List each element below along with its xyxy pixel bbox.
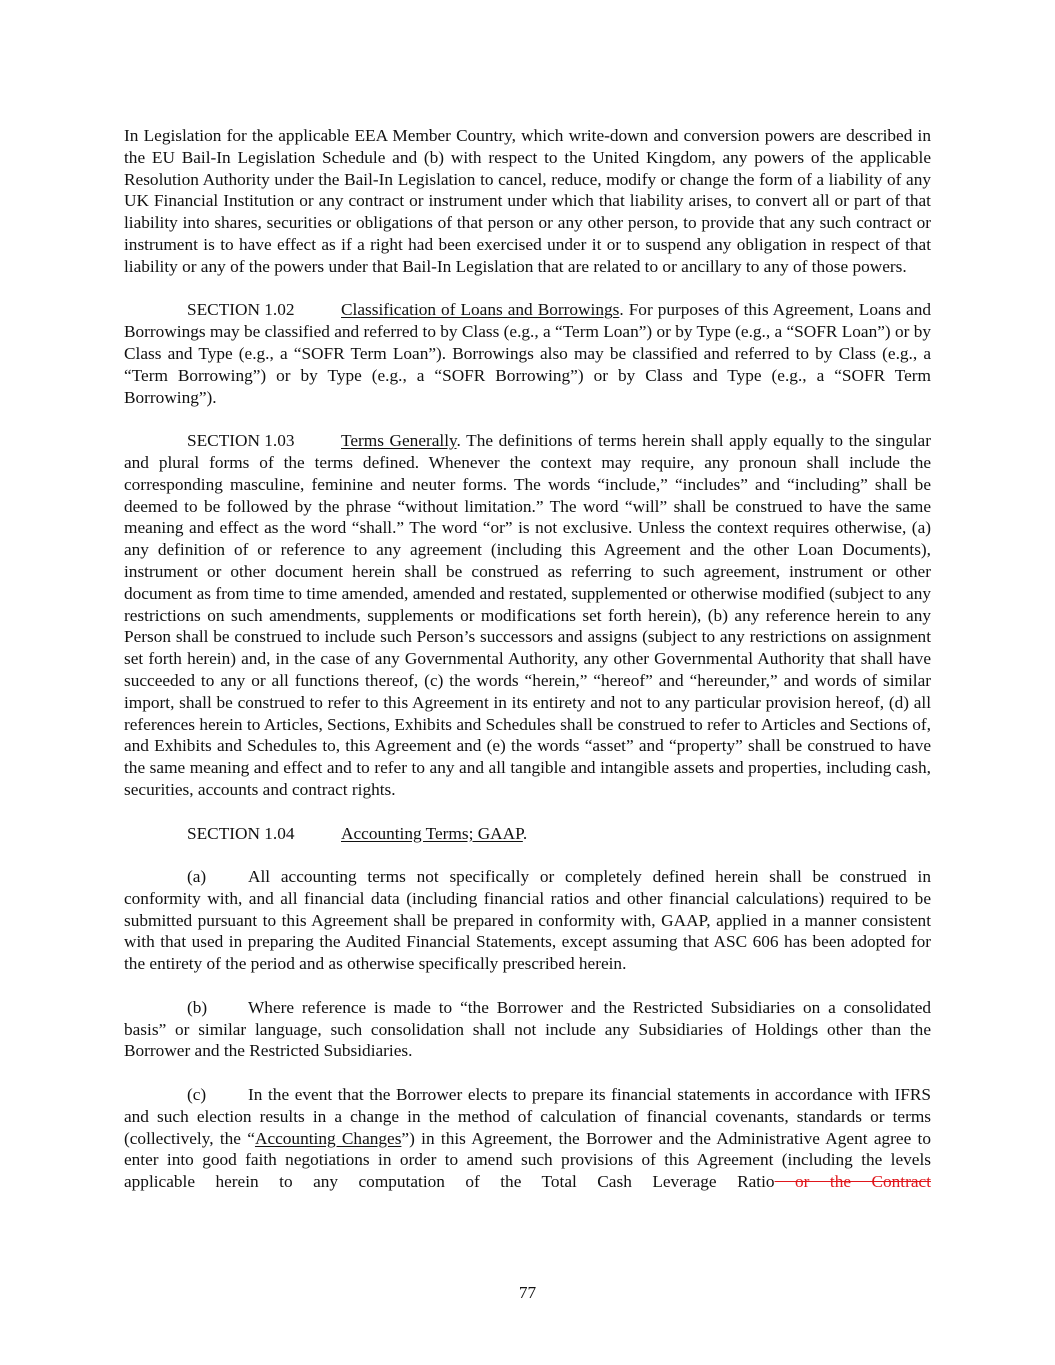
deleted-text: or the Contract <box>774 1172 931 1192</box>
section-1-04 <box>124 823 931 845</box>
section-number: SECTION 1.02 <box>187 300 295 320</box>
clause-label: (c) <box>187 1085 207 1105</box>
section-1-03 <box>124 430 931 801</box>
clause-c <box>124 1084 931 1193</box>
section-heading: Accounting Terms; GAAP <box>341 823 523 843</box>
intro-paragraph: In Legislation for the applicable EEA Member Country, which write-down and conversion powers are described in the EU Bail-In Legislation Schedule and (b) with respect to the United Kingdom, any powers of the applicable Resolution Authority under the Bail-In Legislation to cancel, reduce, modify or change the form of a liability of any UK Financial Institution or any contract or instrument under which that liability arises, to convert all or part of that liability into shares, securities or obligations of that person or any other person, to provide that any such contract or instrument is to have effect as if a right had been exercised under it or to suspend any obligation in respect of that liability or any of the powers under that Bail-In Legislation that are related to or ancillary to any of those powers. <box>124 126 931 276</box>
section-1-02 <box>124 299 931 408</box>
section-heading: Terms Generally <box>341 431 457 451</box>
clause-label: (a) <box>187 867 207 887</box>
section-number: SECTION 1.04 <box>187 823 295 843</box>
clause-body: Where reference is made to “the Borrower and the Restricted Subsidiaries on a consolidated basis” or similar language, such consolidation shall not include any Subsidiaries of Holdings other than the Borrower and the Restricted Subsidiaries. <box>124 997 931 1061</box>
section-body: . For purposes of this Agreement, Loans and Borrowings may be classified and referred to by Class (e.g., a “Term Loan”) or by Type (e.g., a “SOFR Loan”) or by Class and Type (e.g., a “SOFR Term Loan”). Borrowings also may be classified and referred to by Class (e.g., a “Term Borrowing”) or by Type (e.g., a “SOFR Borrowing”) or by Class and Type (e.g., a “SOFR Term Borrowing”). <box>124 300 931 407</box>
section-number: SECTION 1.03 <box>187 431 295 451</box>
document-page <box>124 125 931 1215</box>
page-number: 77 <box>518 1283 537 1302</box>
section-body: . The definitions of terms herein shall apply equally to the singular and plural forms of the terms defined. Whenever the context may require, any pronoun shall include the corresponding masculine, feminine and neuter forms. The words “include,” “includes” and “including” shall be deemed to be followed by the phrase “without limitation.” The word “will” shall be construed to have the same meaning and effect as the word “shall.” The word “or” is not exclusive. Unless the context requires otherwise, (a) any definition of or reference to any agreement (including this Agreement and the other Loan Documents), instrument or other document herein shall be construed as referring to such agreement, instrument or other document as from time to time amended, amended and restated, supplemented or otherwise modified (subject to any restrictions on such amendments, supplements or modifications set forth herein), (b) any reference herein to any Person shall be construed to include such Person’s successors and assigns (subject to any restrictions on assignment set forth herein) and, in the case of any Governmental Authority, any other Governmental Authority that shall have succeeded to any or all functions thereof, (c) the words “herein,” “hereof” and “hereunder,” and words of similar import, shall be construed to refer to this Agreement in its entirety and not to any particular provision hereof, (d) all references herein to Articles, Sections, Exhibits and Schedules shall be construed to refer to Articles and Sections of, and Exhibits and Schedules to, this Agreement and (e) the words “asset” and “property” shall be construed to have the same meaning and effect and to refer to any and all tangible and intangible assets and properties, including cash, securities, accounts and contract rights. <box>124 431 931 799</box>
clause-body: All accounting terms not specifically or completely defined herein shall be construed in conformity with, and all financial data (including financial ratios and other financial calculations) required to be submitted pursuant to this Agreement shall be prepared in conformity with, GAAP, applied in a manner consistent with that used in preparing the Audited Financial Statements, except assuming that ASC 606 has been adopted for the entirety of the period and as otherwise specifically prescribed herein. <box>124 867 931 974</box>
clause-b <box>124 997 931 1062</box>
clause-body-cont: ”) in this Agreement, the Borrower and the Administrative Agent agree to enter into good faith negotiations in order to amend such provisions of this Agreement (including the levels applicable herein to any computation of the Total Cash Leverage Ratio <box>124 1128 931 1192</box>
section-heading: Classification of Loans and Borrowings <box>341 300 620 320</box>
clause-a <box>124 866 931 975</box>
defined-term: Accounting Changes <box>254 1128 402 1148</box>
section-body: . <box>522 823 528 843</box>
clause-label: (b) <box>187 997 208 1017</box>
clause-body: In the event that the Borrower elects to prepare its financial statements in accordance with IFRS and such election results in a change in the method of calculation of financial covenants, standards or terms (collectively, the “ <box>124 1085 931 1148</box>
